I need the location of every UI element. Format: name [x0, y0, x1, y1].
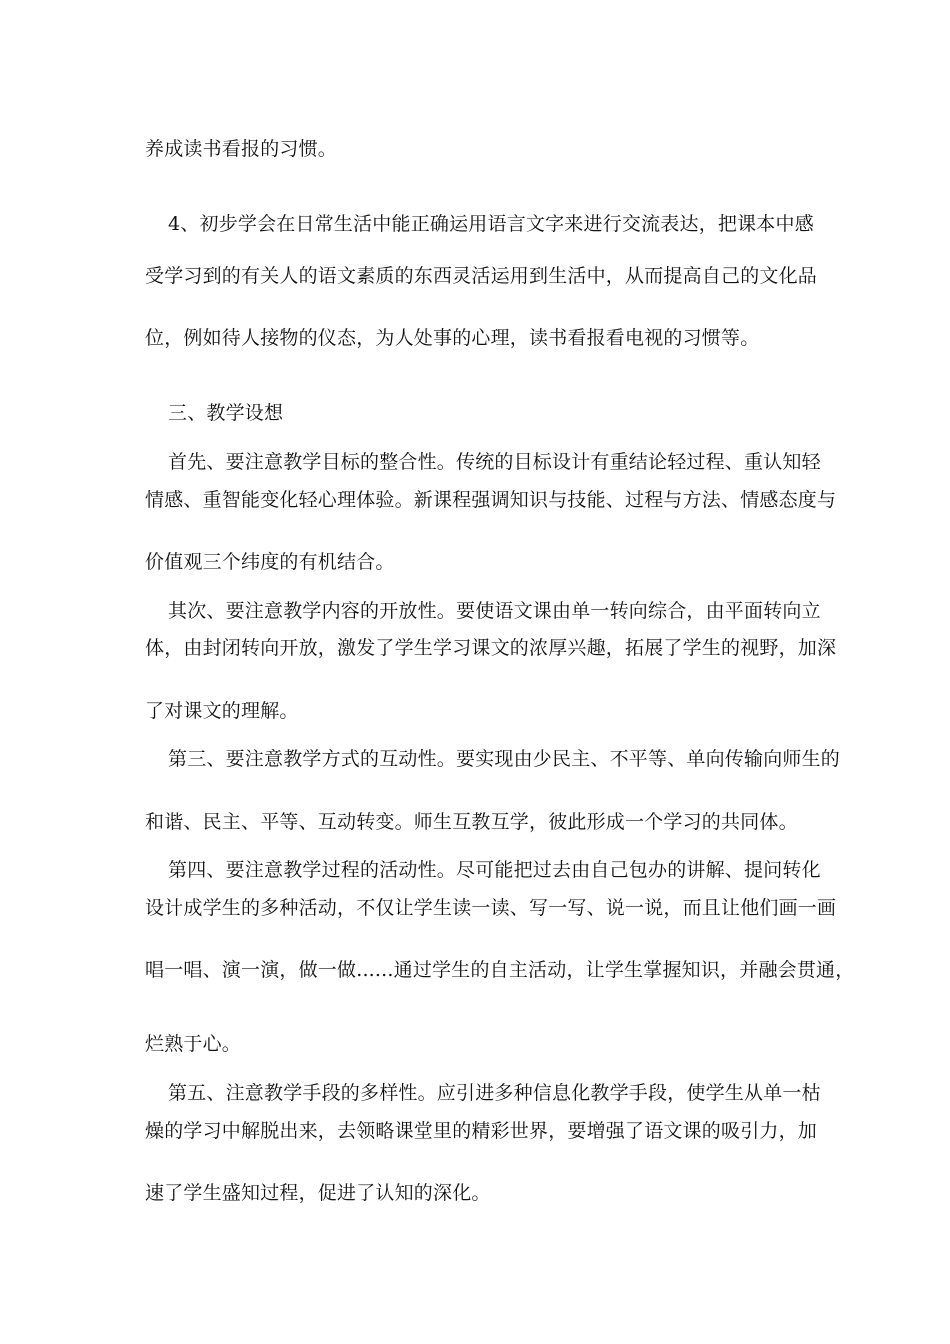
- paragraph-line: 烂熟于心。: [145, 1033, 242, 1055]
- paragraph-line: 位，例如待人接物的仪态，为人处事的心理，读书看报看电视的习惯等。: [145, 327, 760, 349]
- paragraph-line: 了对课文的理解。: [145, 700, 299, 722]
- section-heading: 三、教学设想: [168, 402, 284, 424]
- paragraph-line: 和谐、民主、平等、互动转变。师生互教互学，彼此形成一个学习的共同体。: [145, 811, 798, 833]
- paragraph-line: 第三、要注意教学方式的互动性。要实现由少民主、不平等、单向传输向师生的: [168, 748, 841, 770]
- paragraph-line: 体，由封闭转向开放，激发了学生学习课文的浓厚兴趣，拓展了学生的视野，加深: [145, 637, 837, 659]
- paragraph-line: 4、初步学会在日常生活中能正确运用语言文字来进行交流表达，把课本中感: [168, 213, 814, 235]
- paragraph-line: 速了学生盛知过程，促进了认知的深化。: [145, 1182, 491, 1204]
- paragraph-line: 唱一唱、演一演，做一做......通过学生的自主活动，让学生掌握知识，并融会贯通，: [145, 959, 855, 981]
- paragraph-line: 第四、要注意教学过程的活动性。尽可能把过去由自己包办的讲解、提问转化: [168, 859, 821, 881]
- paragraph-line: 情感、重智能变化轻心理体验。新课程强调知识与技能、过程与方法、情感态度与: [145, 489, 837, 511]
- paragraph-line: 受学习到的有关人的语文素质的东西灵活运用到生活中，从而提高自己的文化品: [145, 265, 818, 287]
- paragraph-line: 养成读书看报的习惯。: [145, 138, 338, 160]
- paragraph-line: 燥的学习中解脱出来，去领略课堂里的精彩世界，要增强了语文课的吸引力，加: [145, 1120, 818, 1142]
- paragraph-line: 其次、要注意教学内容的开放性。要使语文课由单一转向综合，由平面转向立: [168, 600, 821, 622]
- paragraph-line: 价值观三个纬度的有机结合。: [145, 551, 395, 573]
- paragraph-line: 设计成学生的多种活动，不仅让学生读一读、写一写、说一说，而且让他们画一画: [145, 897, 837, 919]
- paragraph-line: 第五、注意教学手段的多样性。应引进多种信息化教学手段，使学生从单一枯: [168, 1082, 821, 1104]
- paragraph-line: 首先、要注意教学目标的整合性。传统的目标设计有重结论轻过程、重认知轻: [168, 451, 821, 473]
